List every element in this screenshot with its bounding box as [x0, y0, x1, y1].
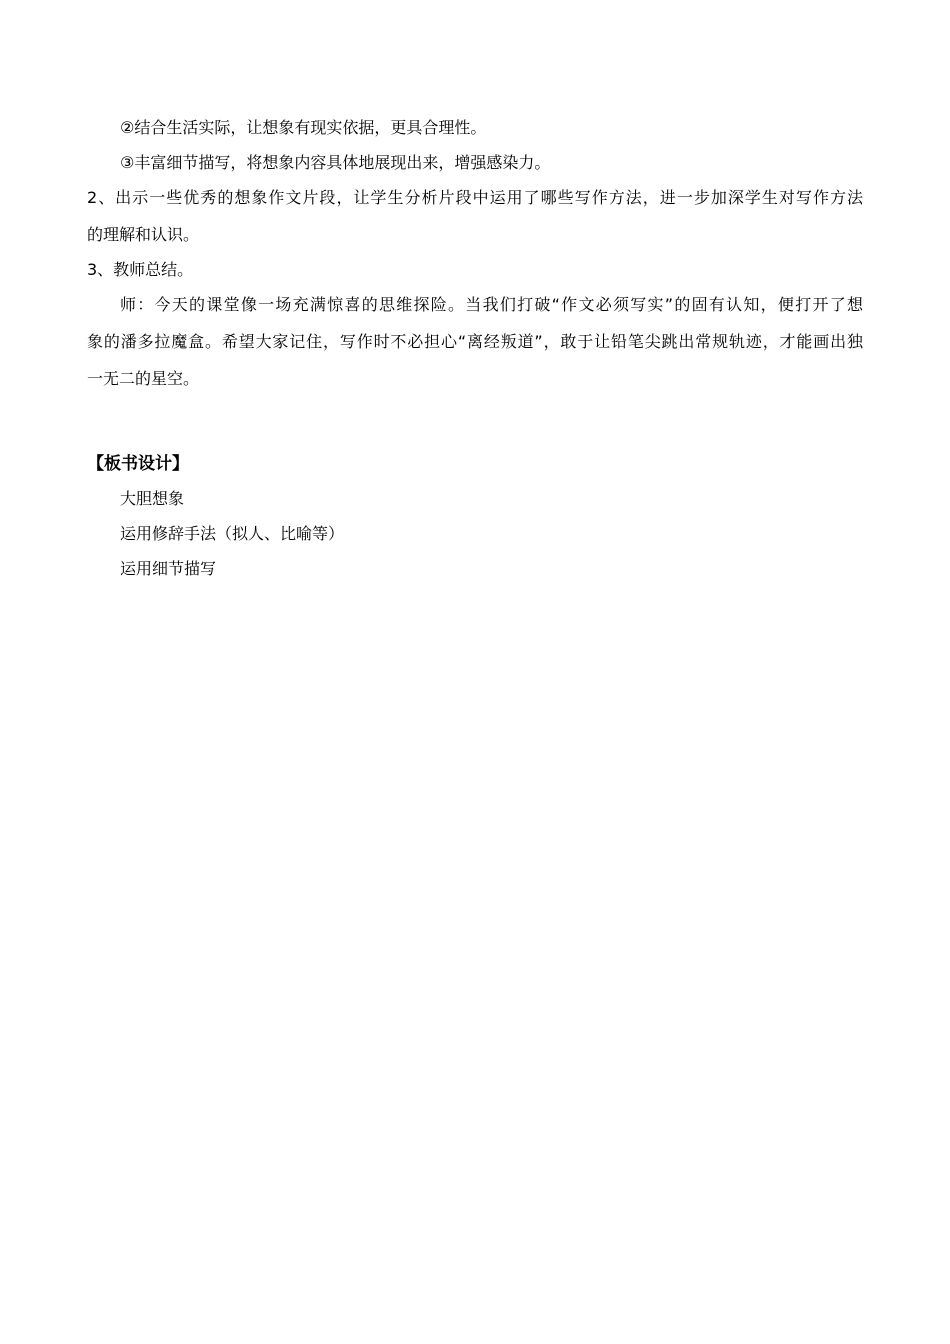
method-item-2: ②结合生活实际，让想象有现实依据，更具合理性。 — [120, 118, 487, 137]
step2-line-2: 的理解和认识。 — [87, 225, 200, 244]
teacher-speech-line-3: 一无二的星空。 — [87, 369, 200, 388]
step3-title: 3、教师总结。 — [87, 260, 194, 279]
board-design-item: 运用细节描写 — [120, 559, 217, 578]
teacher-speech-line-2: 象的潘多拉魔盒。希望大家记住，写作时不必担心“离经叛道”，敢于让铅笔尖跳出常规轨迹，才能画出独 — [87, 332, 863, 351]
board-design-item: 大胆想象 — [120, 489, 185, 508]
teacher-speech-line-1: 师：今天的课堂像一场充满惊喜的思维探险。当我们打破“作文必须写实”的固有认知，便打开了想 — [120, 295, 863, 314]
board-design-heading: 【板书设计】 — [87, 454, 189, 474]
step2-line-1: 2、出示一些优秀的想象作文片段，让学生分析片段中运用了哪些写作方法，进一步加深学生对写作方法 — [87, 188, 863, 207]
board-design-item: 运用修辞手法（拟人、比喻等） — [120, 524, 345, 543]
method-item-3: ③丰富细节描写，将想象内容具体地展现出来，增强感染力。 — [120, 153, 551, 172]
